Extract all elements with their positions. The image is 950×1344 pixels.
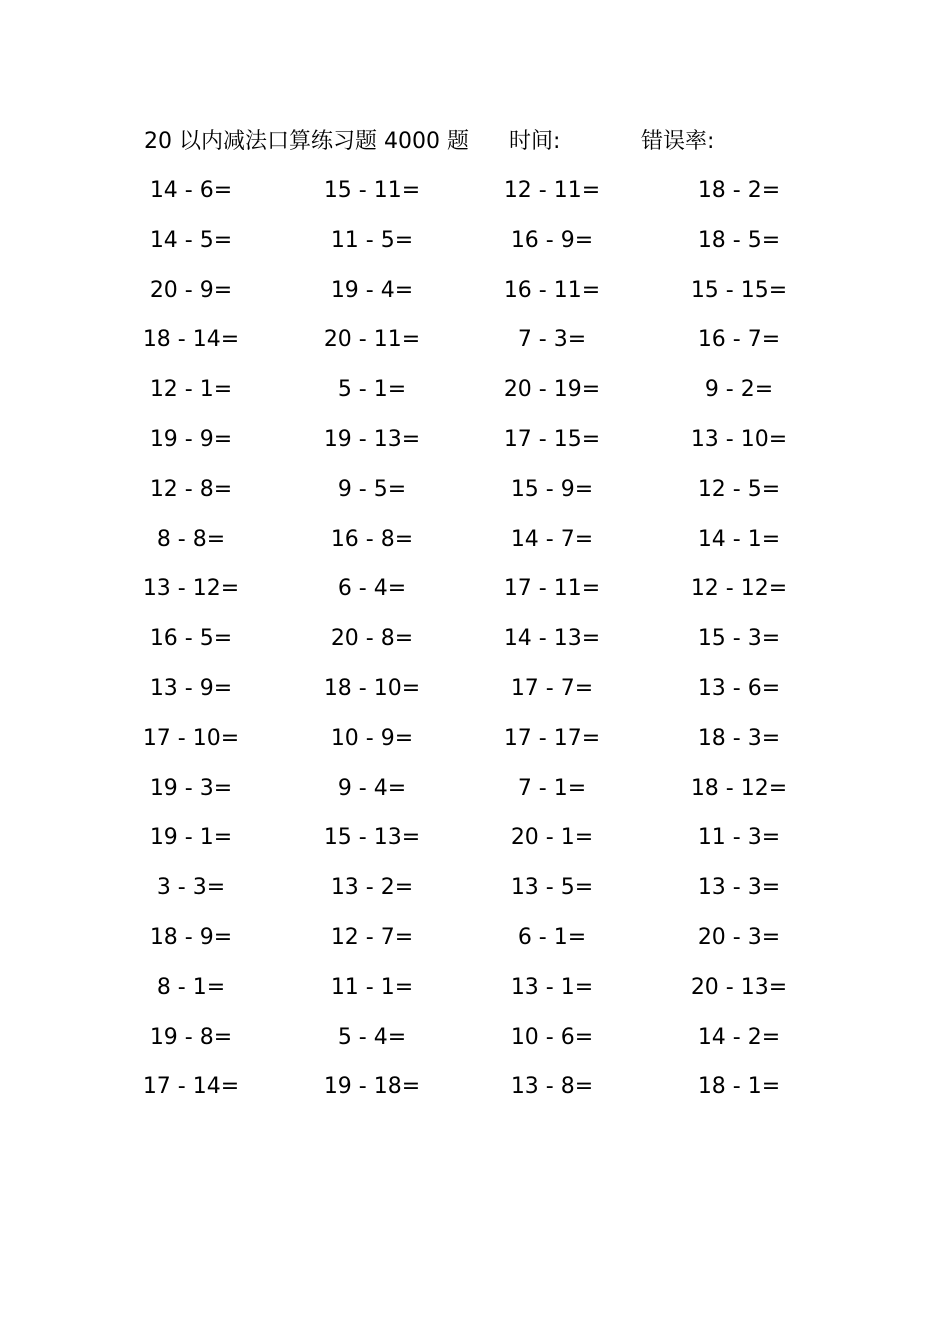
- problem-row: [0, 174, 950, 224]
- problem-item: 15 - 13=: [323, 825, 421, 851]
- problem-row: [0, 572, 950, 622]
- problem-item: 17 - 17=: [503, 725, 601, 751]
- problem-item: 16 - 5=: [149, 626, 233, 652]
- problem-item: 6 - 1=: [517, 924, 587, 950]
- problem-item: 13 - 8=: [510, 1074, 594, 1100]
- problem-item: 18 - 14=: [142, 327, 240, 353]
- problem-item: 19 - 13=: [323, 426, 421, 452]
- problem-item: 6 - 4=: [337, 576, 407, 602]
- problem-row: [0, 224, 950, 274]
- problem-item: 20 - 11=: [323, 327, 421, 353]
- problem-row: [0, 523, 950, 573]
- problem-item: 19 - 8=: [149, 1024, 233, 1050]
- problem-item: 12 - 12=: [690, 576, 788, 602]
- problem-row: [0, 722, 950, 772]
- problem-item: 8 - 8=: [156, 526, 226, 552]
- problem-item: 17 - 11=: [503, 576, 601, 602]
- problem-item: 16 - 9=: [510, 227, 594, 253]
- problem-item: 14 - 2=: [697, 1024, 781, 1050]
- problem-item: 17 - 7=: [510, 675, 594, 701]
- problem-item: 14 - 1=: [697, 526, 781, 552]
- problem-item: 7 - 1=: [517, 775, 587, 801]
- problem-item: 18 - 5=: [697, 227, 781, 253]
- problem-row: [0, 423, 950, 473]
- problem-item: 12 - 1=: [149, 377, 233, 403]
- problem-row: [0, 821, 950, 871]
- problem-item: 13 - 1=: [510, 974, 594, 1000]
- problem-row: [0, 373, 950, 423]
- problem-row: [0, 274, 950, 324]
- problem-row: [0, 1021, 950, 1071]
- problem-row: [0, 1070, 950, 1120]
- problem-item: 7 - 3=: [517, 327, 587, 353]
- problem-item: 17 - 10=: [142, 725, 240, 751]
- problem-item: 12 - 7=: [330, 924, 414, 950]
- problem-item: 20 - 13=: [690, 974, 788, 1000]
- problem-item: 11 - 1=: [330, 974, 414, 1000]
- problem-row: [0, 971, 950, 1021]
- problem-item: 17 - 14=: [142, 1074, 240, 1100]
- error-rate-label: 错误率:: [641, 129, 715, 154]
- problem-item: 15 - 15=: [690, 277, 788, 303]
- problem-item: 9 - 4=: [337, 775, 407, 801]
- problem-item: 14 - 7=: [510, 526, 594, 552]
- problem-item: 13 - 12=: [142, 576, 240, 602]
- problem-item: 14 - 6=: [149, 178, 233, 203]
- problem-item: 11 - 3=: [697, 825, 781, 851]
- problem-item: 11 - 5=: [330, 227, 414, 253]
- problem-item: 5 - 4=: [337, 1024, 407, 1050]
- problem-item: 18 - 3=: [697, 725, 781, 751]
- problem-item: 18 - 2=: [697, 178, 781, 203]
- problem-row: [0, 672, 950, 722]
- problem-item: 18 - 10=: [323, 675, 421, 701]
- problem-item: 16 - 8=: [330, 526, 414, 552]
- problem-item: 12 - 5=: [697, 476, 781, 502]
- problem-item: 15 - 9=: [510, 476, 594, 502]
- problem-item: 20 - 9=: [149, 277, 233, 303]
- problem-item: 19 - 4=: [330, 277, 414, 303]
- problem-item: 3 - 3=: [156, 875, 226, 901]
- problem-item: 14 - 13=: [503, 626, 601, 652]
- problem-item: 13 - 9=: [149, 675, 233, 701]
- problem-item: 18 - 12=: [690, 775, 788, 801]
- problem-item: 13 - 3=: [697, 875, 781, 901]
- problem-item: 10 - 6=: [510, 1024, 594, 1050]
- problem-item: 8 - 1=: [156, 974, 226, 1000]
- problem-item: 18 - 1=: [697, 1074, 781, 1100]
- problem-row: [0, 921, 950, 971]
- problem-item: 20 - 19=: [503, 377, 601, 403]
- problem-item: 19 - 9=: [149, 426, 233, 452]
- problem-item: 9 - 5=: [337, 476, 407, 502]
- worksheet-header: [144, 124, 844, 160]
- problem-item: 5 - 1=: [337, 377, 407, 403]
- problem-item: 13 - 5=: [510, 875, 594, 901]
- problem-item: 13 - 6=: [697, 675, 781, 701]
- problem-item: 10 - 9=: [330, 725, 414, 751]
- problem-grid: [0, 174, 950, 1120]
- problem-item: 16 - 7=: [697, 327, 781, 353]
- time-label: 时间:: [509, 129, 561, 154]
- problem-item: 19 - 1=: [149, 825, 233, 851]
- problem-item: 19 - 3=: [149, 775, 233, 801]
- problem-item: 20 - 1=: [510, 825, 594, 851]
- problem-item: 17 - 15=: [503, 426, 601, 452]
- problem-row: [0, 871, 950, 921]
- problem-item: 13 - 2=: [330, 875, 414, 901]
- problem-row: [0, 323, 950, 373]
- problem-row: [0, 772, 950, 822]
- problem-item: 20 - 3=: [697, 924, 781, 950]
- problem-item: 14 - 5=: [149, 227, 233, 253]
- problem-item: 19 - 18=: [323, 1074, 421, 1100]
- problem-item: 16 - 11=: [503, 277, 601, 303]
- problem-item: 18 - 9=: [149, 924, 233, 950]
- problem-row: [0, 473, 950, 523]
- problem-item: 15 - 3=: [697, 626, 781, 652]
- problem-item: 15 - 11=: [323, 178, 421, 203]
- problem-row: [0, 622, 950, 672]
- worksheet-title: 20 以内减法口算练习题 4000 题: [144, 129, 469, 154]
- problem-item: 20 - 8=: [330, 626, 414, 652]
- problem-item: 12 - 11=: [503, 178, 601, 203]
- problem-item: 13 - 10=: [690, 426, 788, 452]
- problem-item: 9 - 2=: [704, 377, 774, 403]
- problem-item: 12 - 8=: [149, 476, 233, 502]
